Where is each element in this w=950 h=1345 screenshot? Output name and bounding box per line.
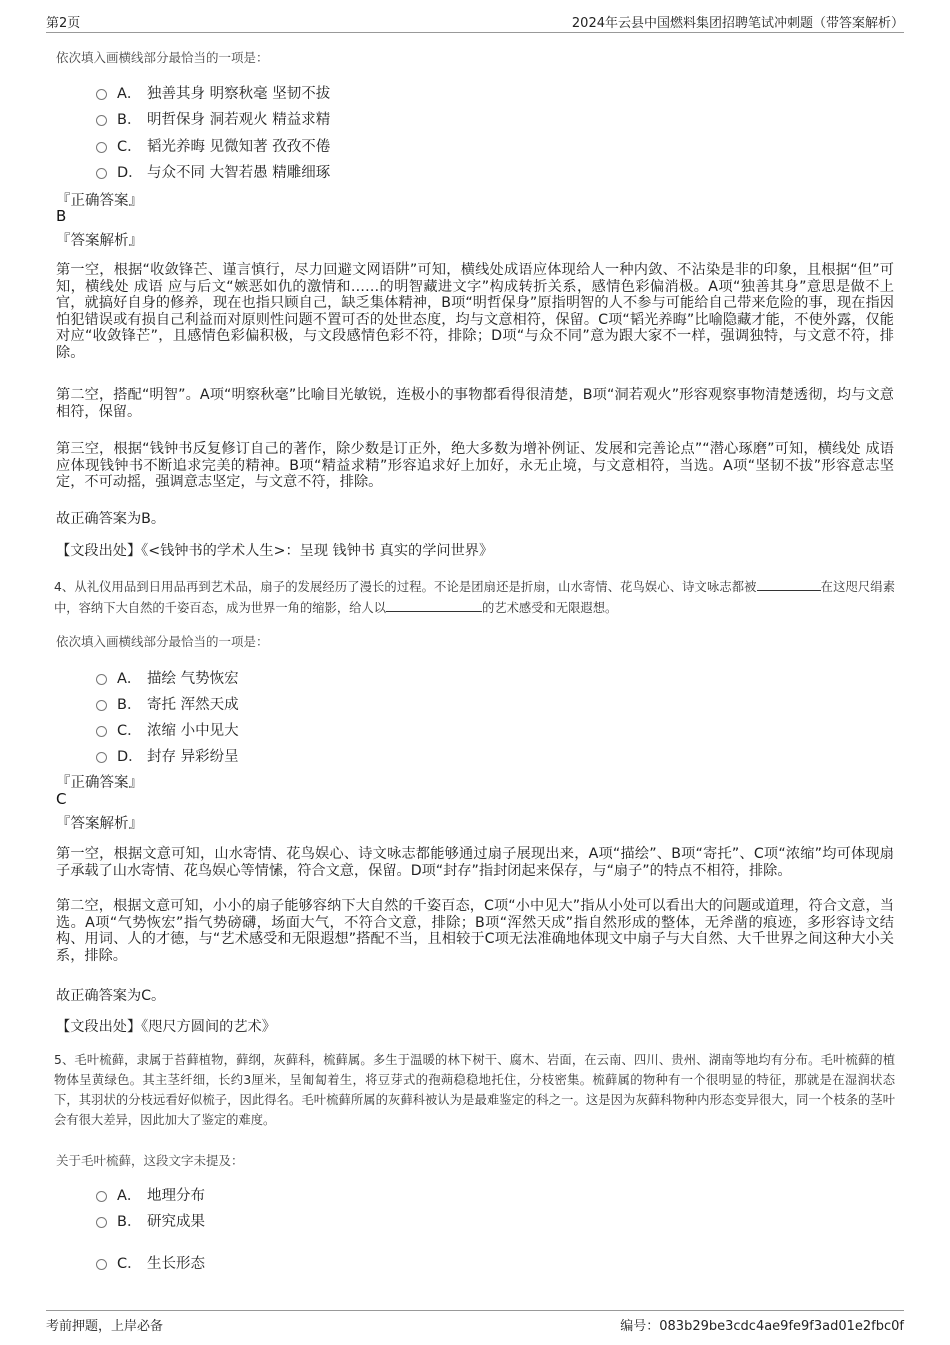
- q5-stem: 5、毛叶梳藓，隶属于苔藓植物，藓纲，灰藓科，梳藓属。多生于温暖的林下树干、腐木、岩面，在云南、四川、贵州、湖南等地均有分布。毛叶梳藓的植物体呈黄绿色。其主茎纤细，长约3厘米，呈匍匐着生，将豆芽式的孢蒴稳稳地托住，分枝密集。梳藓属的物种有一个很明显的特征，那就是在湿润状态下，其羽状的分枝远看好似梳子，因此得名。毛叶梳藓所属的灰藓科被认为是最难鉴定的科之一。这是因为灰藓科物种内形态变异很大，同一个枝条的茎叶会有很大差异，因此加大了鉴定的难度。: [54, 1053, 895, 1127]
- q3-instruction: 依次填入画横线部分最恰当的一项是：: [56, 50, 269, 65]
- q3-analysis-tag: 『答案解析』: [56, 233, 143, 249]
- q3-conclusion: 故正确答案为B。: [56, 511, 166, 527]
- q4-analysis-tag: 『答案解析』: [56, 816, 143, 832]
- q5-option-c[interactable]: C． 生长形态: [96, 1252, 205, 1273]
- radio-icon[interactable]: [96, 168, 107, 179]
- radio-icon[interactable]: [96, 115, 107, 126]
- radio-icon[interactable]: [96, 89, 107, 100]
- q4-option-d[interactable]: D． 封存 异彩纷呈: [96, 745, 239, 766]
- document-title: 2024年云县中国燃料集团招聘笔试冲刺题（带答案解析）: [571, 16, 904, 31]
- q4-source: 【文段出处】《咫尺方圆间的艺术》: [56, 1019, 276, 1035]
- q3-analysis-paragraph: 第三空，根据“钱钟书反复修订自己的著作，除少数是订正外，绝大多数为增补例证、发展和完善论点”“潜心琢磨”可知，横线处 成语 应体现钱钟书不断追求完美的精神。B项“精益求精”形容追求好上加好，永无止境，与文意相符，当选。A项“坚韧不拔”形容意志坚定，不可动摇，强调意志坚定，与文意不符，排除。: [56, 441, 894, 490]
- blank-line: [757, 576, 821, 591]
- q4-stem: 4、从礼仪用品到日用品再到艺术品，扇子的发展经历了漫长的过程。不论是团扇还是折扇，山水寄情、花鸟娱心、诗文咏志都被 在这咫尺绢素中，容纳下大自然的千姿百态，成为世界一角的缩影，给人以 的艺术感受和无限遐想。: [54, 576, 895, 618]
- radio-icon[interactable]: [96, 1259, 107, 1270]
- page-footer: [46, 1310, 904, 1335]
- radio-icon[interactable]: [96, 1191, 107, 1202]
- q4-answer: C: [56, 790, 67, 808]
- radio-icon[interactable]: [96, 752, 107, 763]
- q4-analysis-paragraph: 第一空，根据文意可知，山水寄情、花鸟娱心、诗文咏志都能够通过扇子展现出来，A项“描绘”、B项“寄托”、C项“浓缩”均可体现扇子承载了山水寄情、花鸟娱心等情愫，符合文意，保留。D项“封存”指封闭起来保存，与“扇子”的特点不相符，排除。: [56, 846, 894, 879]
- q4-answer-tag: 『正确答案』: [56, 775, 143, 791]
- footer-slogan: 考前押题，上岸必备: [46, 1319, 164, 1334]
- q4-option-c[interactable]: C． 浓缩 小中见大: [96, 719, 239, 740]
- blank-line: [386, 597, 482, 612]
- document-id: 编号：083b29be3cdc4ae9fe9f3ad01e2fbc0f: [620, 1319, 904, 1334]
- radio-icon[interactable]: [96, 674, 107, 685]
- radio-icon[interactable]: [96, 700, 107, 711]
- q3-answer: B: [56, 207, 67, 225]
- q3-analysis-paragraph: 第一空，根据“收敛锋芒、谨言慎行，尽力回避文网语阱”可知，横线处成语应体现给人一种内敛、不沾染是非的印象，且根据“但”可知，横线处 成语 应与后文“嫉恶如仇的激情和……的明智藏进文字”构成转折关系，感情色彩偏消极。A项“独善其身”意思是做不上官，就搞好自身的修养，现在也指只顾自己，缺乏集体精神，B项“明哲保身”原指明智的人不参与可能给自己带来危险的事，现在指因怕犯错误或有损自己利益而对原则性问题不置可否的处世态度，均与文意相符，保留。C项“韬光养晦”比喻隐藏才能，不使外露，仅能对应“收敛锋芒”，且感情色彩偏积极，与文段感情色彩不符，排除；D项“与众不同”意为跟大家不一样，强调独特，与文意不符，排除。: [56, 262, 894, 361]
- q4-option-b[interactable]: B． 寄托 浑然天成: [96, 693, 239, 714]
- radio-icon[interactable]: [96, 142, 107, 153]
- q5-option-a[interactable]: A． 地理分布: [96, 1184, 205, 1205]
- radio-icon[interactable]: [96, 1217, 107, 1228]
- q5-option-b[interactable]: B． 研究成果: [96, 1210, 205, 1231]
- q3-option-b[interactable]: B． 明哲保身 洞若观火 精益求精: [96, 108, 330, 129]
- q3-source: 【文段出处】《<钱钟书的学术人生>：呈现 钱钟书 真实的学问世界》: [56, 543, 494, 559]
- q3-option-c[interactable]: C． 韬光养晦 见微知著 孜孜不倦: [96, 135, 330, 156]
- q3-option-a[interactable]: A． 独善其身 明察秋毫 坚韧不拔: [96, 82, 330, 103]
- q3-answer-tag: 『正确答案』: [56, 193, 143, 209]
- q4-option-a[interactable]: A． 描绘 气势恢宏: [96, 667, 239, 688]
- q4-instruction: 依次填入画横线部分最恰当的一项是：: [56, 634, 269, 649]
- q4-analysis-paragraph: 第二空，根据文意可知，小小的扇子能够容纳下大自然的千姿百态，C项“小中见大”指从小处可以看出大的问题或道理，符合文意，当选。A项“气势恢宏”指气势磅礴，场面大气，不符合文意，排除；B项“浑然天成”指自然形成的整体，无斧凿的痕迹，多形容诗文结构、用词、人的才德，与“艺术感受和无限遐想”搭配不当，且相较于C项无法准确地体现文中扇子与大自然、大千世界之间这种大小关系，排除。: [56, 898, 894, 964]
- q5-instruction: 关于毛叶梳藓，这段文字未提及：: [56, 1153, 244, 1168]
- q3-analysis-paragraph: 第二空，搭配“明智”。A项“明察秋毫”比喻目光敏锐，连极小的事物都看得很清楚，B项“洞若观火”形容观察事物清楚透彻，均与文意相符，保留。: [56, 387, 894, 420]
- radio-icon[interactable]: [96, 726, 107, 737]
- q3-option-d[interactable]: D． 与众不同 大智若愚 精雕细琢: [96, 161, 330, 182]
- page-header: [46, 10, 904, 33]
- q4-conclusion: 故正确答案为C。: [56, 988, 166, 1004]
- page-number: 第2页: [46, 16, 81, 31]
